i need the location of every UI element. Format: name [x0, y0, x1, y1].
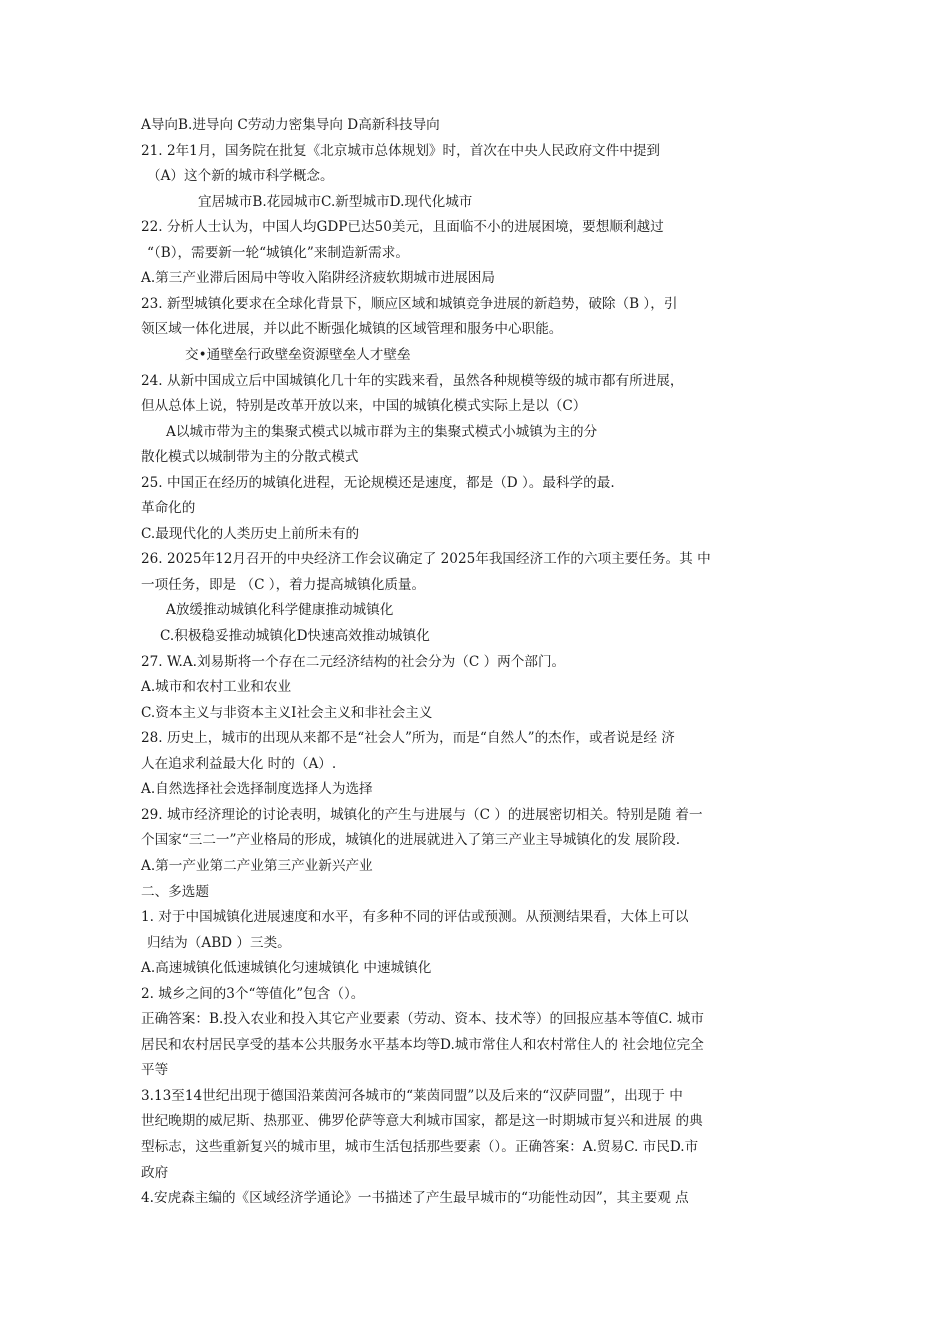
text-line: 22. 分析人士认为，中国人均GDP已达50美元，且面临不小的进展困境，要想顺利越过 — [141, 219, 664, 235]
text-line: 29. 城市经济理论的讨论表明，城镇化的产生与进展与（C ）的进展密切相关。特别是随 着一 — [141, 807, 703, 823]
text-line: 领区域一体化进展，并以此不断强化城镇的区域管理和服务中心职能。 — [141, 321, 563, 337]
text-line: 政府 — [141, 1165, 169, 1181]
text-line: C.积极稳妥推动城镇化D快速高效推动城镇化 — [160, 628, 430, 644]
text-line: A导向B.进导向 C劳动力密集导向 D高新科技导向 — [141, 117, 440, 133]
text-line: C.最现代化的人类历史上前所未有的 — [141, 526, 360, 542]
text-line: 二、多选题 — [141, 884, 209, 900]
text-line: 26. 2025年12月召开的中央经济工作会议确定了 2025年我国经济工作的六项主要任务。其 中 — [141, 551, 711, 567]
text-line: 个国家“三二一”产业格局的形成，城镇化的进展就进入了第三产业主导城镇化的发 展阶段. — [141, 832, 681, 848]
text-line: （A）这个新的城市科学概念。 — [147, 168, 334, 184]
text-line: 平等 — [141, 1062, 169, 1078]
text-line: “（B），需要新一轮“城镇化”来制造新需求。 — [147, 245, 409, 261]
text-line: 24. 从新中国成立后中国城镇化几十年的实践来看，虽然各种规模等级的城市都有所进展， — [141, 373, 684, 389]
text-line: C.资本主义与非资本主义I社会主义和非社会主义 — [141, 705, 433, 721]
text-line: A.高速城镇化低速城镇化匀速城镇化 中速城镇化 — [141, 960, 432, 976]
text-line: 正确答案：B.投入农业和投入其它产业要素（劳动、资本、技术等）的回报应基本等值C. 城市 — [141, 1011, 705, 1027]
text-line: 28. 历史上，城市的出现从来都不是“社会人”所为，而是“自然人”的杰作，或者说是经 济 — [141, 730, 675, 746]
text-line: 革命化的 — [141, 500, 196, 516]
text-line: A.城市和农村工业和农业 — [141, 679, 292, 695]
text-line: 1. 对于中国城镇化进展速度和水平，有多种不同的评估或预测。从预测结果看，大体上可以 — [141, 909, 689, 925]
text-line: 一项任务，即是 （C ），着力提高城镇化质量。 — [141, 577, 426, 593]
text-line: 3.13至14世纪出现于德国沿莱茵河各城市的“莱茵同盟”以及后来的“汉萨同盟”，出现于 中 — [141, 1088, 683, 1104]
text-line: 23. 新型城镇化要求在全球化背景下，顺应区域和城镇竞争进展的新趋势，破除（B ），引 — [141, 296, 678, 312]
text-line: 但从总体上说，特别是改革开放以来，中国的城镇化模式实际上是以（C） — [141, 398, 587, 414]
text-line: 交•通壁垒行政壁垒资源壁垒人才壁垒 — [185, 347, 411, 363]
text-line: 宜居城市B.花园城市C.新型城市D.现代化城市 — [198, 194, 473, 210]
text-line: A.第三产业滞后困局中等收入陷阱经济疲软期城市进展困局 — [141, 270, 495, 286]
text-line: 居民和农村居民享受的基本公共服务水平基本均等D.城市常住人和农村常住人的 社会地位完全 — [141, 1037, 704, 1053]
text-line: A以城市带为主的集聚式模式以城市群为主的集聚式模式小城镇为主的分 — [166, 424, 598, 440]
text-line: A放缓推动城镇化科学健康推动城镇化 — [166, 602, 394, 618]
text-line: A.自然选择社会选择制度选择人为选择 — [141, 781, 373, 797]
text-line: 散化模式以城制带为主的分散式模式 — [141, 449, 359, 465]
text-line: 2. 城乡之间的3个“等值化”包含（）。 — [141, 986, 365, 1002]
text-line: A.第一产业第二产业第三产业新兴产业 — [141, 858, 373, 874]
text-line: 21. 2年1月，国务院在批复《北京城市总体规划》时，首次在中央人民政府文件中提到 — [141, 143, 661, 159]
text-line: 4.安虎森主编的《区域经济学通论》一书描述了产生最早城市的“功能性动因”，其主要观 点 — [141, 1190, 689, 1206]
text-line: 25. 中国正在经历的城镇化进程，无论规模还是速度，都是（D ）。最科学的最. — [141, 475, 615, 491]
text-line: 归结为（ABD ）三类。 — [147, 935, 291, 951]
text-line: 27. W.A.刘易斯将一个存在二元经济结构的社会分为（C ）两个部门。 — [141, 654, 566, 670]
text-line: 世纪晚期的威尼斯、热那亚、佛罗伦萨等意大利城市国家，都是这一时期城市复兴和进展 的典 — [141, 1113, 703, 1129]
text-line: 型标志，这些重新复兴的城市里，城市生活包括那些要素（）。正确答案：A.贸易C. 市民D.市 — [141, 1139, 699, 1155]
text-line: 人在追求利益最大化 时的（A）. — [141, 756, 337, 772]
